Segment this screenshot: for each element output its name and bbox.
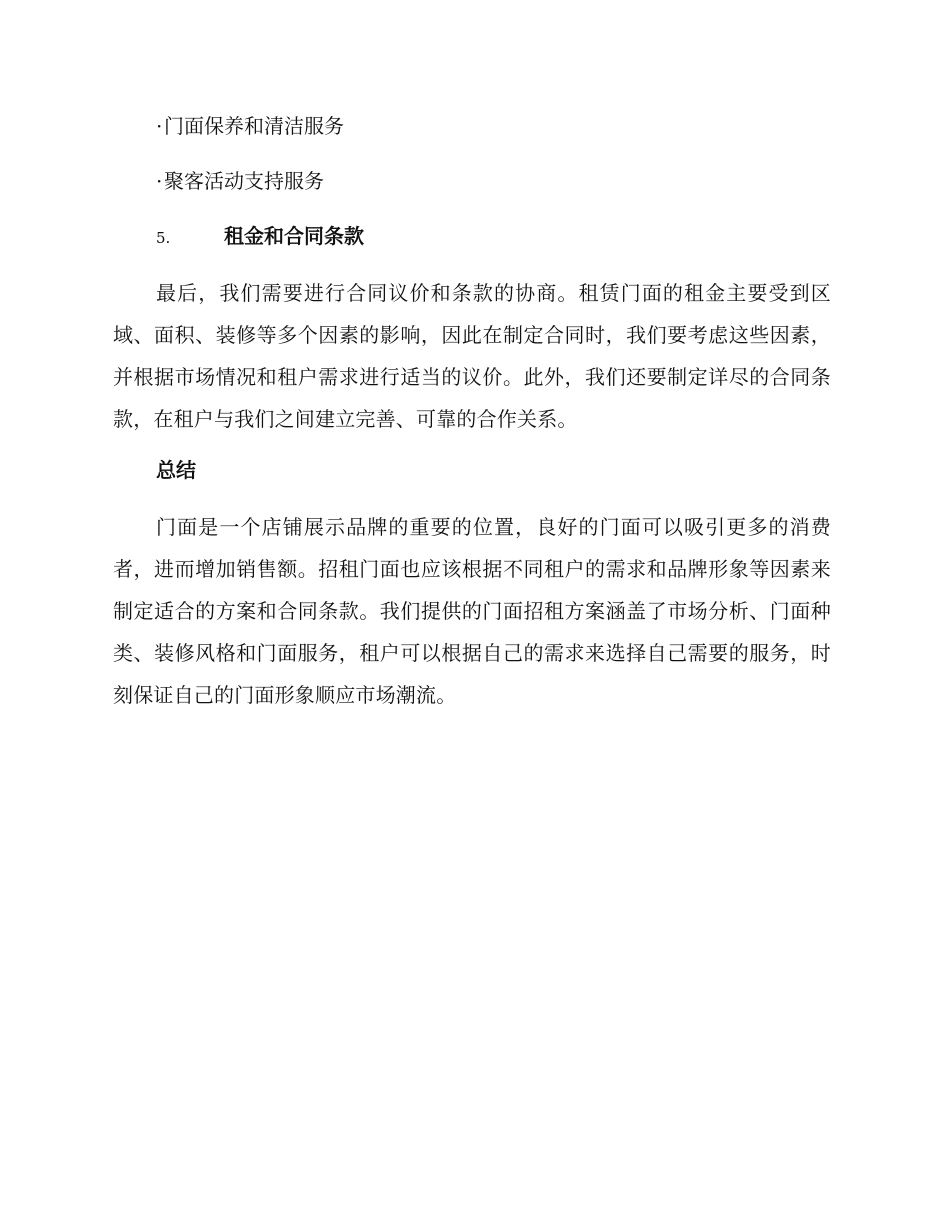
bullet-text: 门面保养和清洁服务: [164, 114, 344, 138]
section-heading-rent-contract: [113, 218, 831, 254]
rent-contract-paragraph: 最后，我们需要进行合同议价和条款的协商。租赁门面的租金主要受到区域、面积、装修等多个因素的影响，因此在制定合同时，我们要考虑这些因素，并根据市场情况和租户需求进行适当的议价。此外，我们还要制定详尽的合同条款，在租户与我们之间建立完善、可靠的合作关系。: [113, 281, 831, 431]
section-number: 5.: [156, 229, 171, 247]
bullet-dot-icon: ·: [156, 114, 163, 138]
bullet-item-events: [113, 163, 831, 199]
bullet-text: 聚客活动支持服务: [164, 169, 324, 193]
summary-paragraph: 门面是一个店铺展示品牌的重要的位置，良好的门面可以吸引更多的消费者，进而增加销售额。招租门面也应该根据不同租户的需求和品牌形象等因素来制定适合的方案和合同条款。我们提供的门面招租方案涵盖了市场分析、门面种类、装修风格和门面服务，租户可以根据自己的需求来选择自己需要的服务，时刻保证自己的门面形象顺应市场潮流。: [113, 515, 831, 707]
document-content: [113, 108, 831, 728]
bullet-item-maintenance: [113, 108, 831, 144]
bullet-dot-icon: ·: [156, 169, 163, 193]
summary-heading: 总结: [156, 458, 196, 482]
section-title: 租金和合同条款: [224, 224, 364, 248]
